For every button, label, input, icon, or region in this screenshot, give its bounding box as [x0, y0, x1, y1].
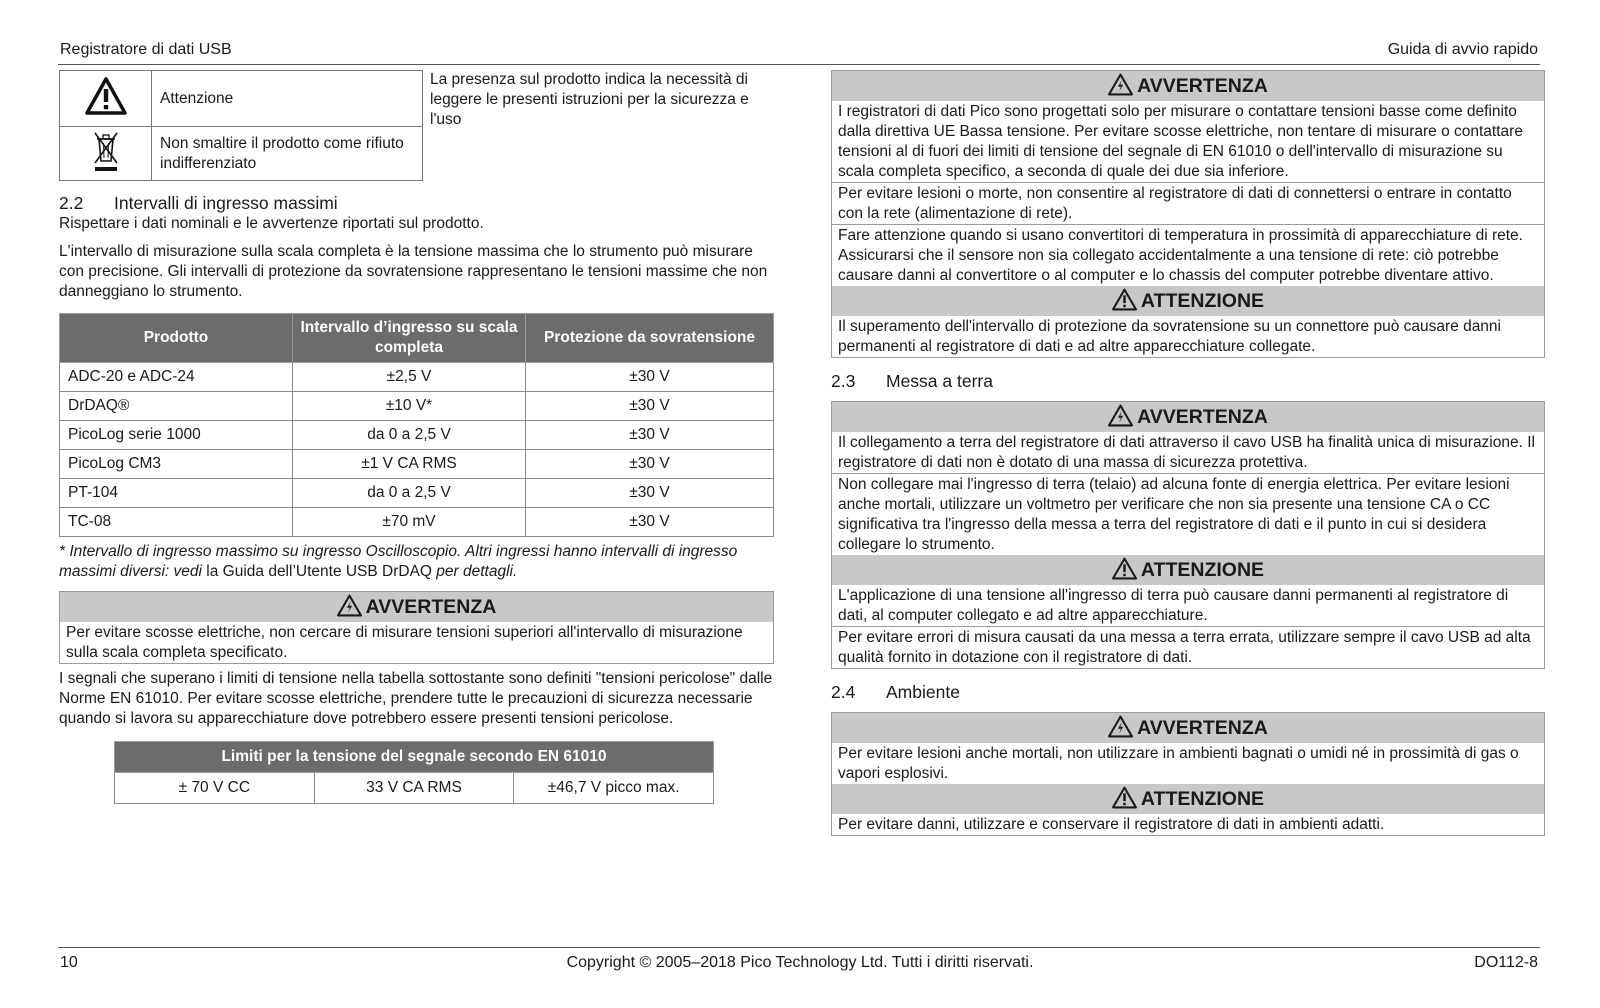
signal-limits-table — [114, 741, 714, 804]
paragraph: Rispettare i dati nominali e le avvertenze riportati sul prodotto. — [59, 215, 484, 232]
symbols-table — [59, 70, 423, 181]
table-cell: ±30 V — [526, 421, 774, 450]
table-row — [115, 773, 714, 804]
table-cell: ±30 V — [526, 450, 774, 479]
left-column — [59, 70, 774, 804]
footer-copyright: Copyright © 2005–2018 Pico Technology Ltd. Tutti i diritti riservati. — [566, 954, 1034, 971]
warning-box — [831, 401, 1545, 669]
table-cell: ADC-20 e ADC-24 — [60, 363, 293, 392]
warning-box — [59, 591, 774, 664]
table-cell: ±10 V* — [293, 392, 526, 421]
warning-text: Non collegare mai l'ingresso di terra (telaio) ad alcuna fonte di energia elettrica. Per evitare lesioni anche mortali, utilizzare un voltmetro per verificare che non sia presente una tensione CA o CC significativa tra l'ingresso della messa a terra del registratore di dati e il punto in cui si desidera collegare lo strumento. — [832, 473, 1544, 555]
symbols-section — [59, 70, 774, 184]
table-cell: ±1 V CA RMS — [293, 450, 526, 479]
warning-text: Per evitare scosse elettriche, non cercare di misurare tensioni superiori all'intervallo di misurazione sulla scala completa specificato. — [66, 624, 743, 661]
caution-text: Per evitare errori di misura causati da una messa a terra errata, utilizzare sempre il cavo USB ad alta qualità fornito in dotazione con il registratore di dati. — [832, 626, 1544, 668]
table-row — [60, 479, 774, 508]
caution-heading: ATTENZIONE — [832, 784, 1544, 814]
table-header: Intervallo d’ingresso su scala completa — [293, 314, 526, 363]
warning-triangle-icon — [60, 71, 152, 127]
table-cell: ±46,7 V picco max. — [514, 773, 714, 804]
section-heading-2-4: 2.4 Ambiente — [831, 682, 960, 702]
warning-text: Il collegamento a terra del registratore di dati attraverso il cavo USB ha finalità unica di misurazione. Il registratore di dati non è dotato di una massa di sicurezza protettiva. — [838, 434, 1535, 471]
input-ranges-table — [59, 313, 774, 537]
caution-exclamation-icon — [1112, 557, 1137, 580]
table-header: Limiti per la tensione del segnale secondo EN 61010 — [115, 742, 714, 773]
table-cell: ±30 V — [526, 392, 774, 421]
page-number: 10 — [60, 954, 78, 971]
table-row — [60, 450, 774, 479]
table-cell: 33 V CA RMS — [314, 773, 514, 804]
table-header: Protezione da sovratensione — [526, 314, 774, 363]
symbol-label: Attenzione — [152, 71, 423, 127]
caution-heading: ATTENZIONE — [832, 286, 1544, 316]
footer-divider — [58, 947, 1540, 948]
warning-text: Fare attenzione quando si usano convertitori di temperatura in prossimità di apparecchiature di rete. Assicurarsi che il sensore non sia collegato accidentalmente a una tensione di rete: ciò potrebbe causare danni al convertitore o al computer e lo chassis del computer potrebbe diventare attivo. — [832, 224, 1544, 286]
caution-exclamation-icon — [1112, 288, 1137, 311]
table-row — [60, 363, 774, 392]
table-cell: TC-08 — [60, 508, 293, 537]
section-heading-2-2: 2.2 Intervalli di ingresso massimi — [59, 193, 338, 213]
header-divider — [58, 64, 1540, 65]
warning-heading: AVVERTENZA — [832, 402, 1544, 432]
symbol-label: Non smaltire il prodotto come rifiuto indifferenziato — [152, 127, 423, 181]
warning-box — [831, 712, 1545, 836]
table-header: Prodotto — [60, 314, 293, 363]
caution-heading: ATTENZIONE — [832, 555, 1544, 585]
table-cell: ±30 V — [526, 508, 774, 537]
warning-bolt-icon — [1108, 404, 1133, 427]
table-cell: ±70 mV — [293, 508, 526, 537]
caution-text: Per evitare danni, utilizzare e conservare il registratore di dati in ambienti adatti. — [838, 816, 1385, 833]
right-column — [831, 70, 1545, 836]
table-row — [60, 392, 774, 421]
header-left: Registratore di dati USB — [60, 41, 232, 58]
caution-exclamation-icon — [1112, 786, 1137, 809]
table-cell: PT-104 — [60, 479, 293, 508]
section-heading-2-3: 2.3 Messa a terra — [831, 371, 993, 391]
table-cell: ±2,5 V — [293, 363, 526, 392]
warning-bolt-icon — [1108, 715, 1133, 738]
table-footnote: * Intervallo di ingresso massimo su ingresso Oscilloscopio. Altri ingressi hanno intervalli di ingresso massimi diversi: vedi la Guida dell’Utente USB DrDAQ per dettagli. — [59, 543, 738, 580]
table-row — [60, 421, 774, 450]
caution-text: Il superamento dell'intervallo di protezione da sovratensione su un connettore può causare danni permanenti al registratore di dati e ad altre apparecchiature collegate. — [838, 318, 1501, 355]
caution-text: L'applicazione di una tensione all'ingresso di terra può causare danni permanenti al registratore di dati, al computer collegato e ad altre apparecchiature. — [838, 587, 1509, 624]
warning-heading: AVVERTENZA — [60, 592, 773, 622]
warning-text: Per evitare lesioni anche mortali, non utilizzare in ambienti bagnati o umidi né in prossimità di gas o vapori esplosivi. — [838, 745, 1519, 782]
table-cell: PicoLog serie 1000 — [60, 421, 293, 450]
paragraph: L'intervallo di misurazione sulla scala completa è la tensione massima che lo strumento può misurare con precisione. Gli intervalli di protezione da sovratensione rappresentano le tensioni massime che non danneggiano lo strumento. — [59, 243, 768, 300]
symbol-description: La presenza sul prodotto indica la necessità di leggere le presenti istruzioni per la sicurezza e l'uso — [430, 71, 749, 128]
document-id: DO112-8 — [1474, 954, 1538, 971]
warning-bolt-icon — [1108, 73, 1133, 96]
table-cell: ±30 V — [526, 479, 774, 508]
warning-text: Per evitare lesioni o morte, non consentire al registratore di dati di connettersi o entrare in contatto con la rete (alimentazione di rete). — [832, 182, 1544, 224]
table-row — [60, 508, 774, 537]
warning-bolt-icon — [337, 594, 362, 617]
table-cell: ± 70 V CC — [115, 773, 315, 804]
crossed-bin-icon — [60, 127, 152, 181]
warning-box — [831, 70, 1545, 358]
warning-heading: AVVERTENZA — [832, 713, 1544, 743]
header-right: Guida di avvio rapido — [1387, 41, 1538, 58]
warning-text: I registratori di dati Pico sono progettati solo per misurare o contattare tensioni basse come definito dalla direttiva UE Bassa tensione. Per evitare scosse elettriche, non tentare di misurare o contattare tensioni al di fuori dei limiti di tensione del segnale di EN 61010 o dell'intervallo di misurazione su scala completa specifico, a seconda di quale dei due sia inferiore. — [838, 103, 1523, 180]
paragraph: I segnali che superano i limiti di tensione nella tabella sottostante sono definiti "tensioni pericolose" dalle Norme EN 61010. Per evitare scosse elettriche, prendere tutte le precauzioni di sicurezza necessarie quando si lavora su apparecchiature dove potrebbero essere presenti tensioni pericolose. — [59, 670, 773, 727]
table-cell: da 0 a 2,5 V — [293, 479, 526, 508]
table-cell: ±30 V — [526, 363, 774, 392]
table-cell: PicoLog CM3 — [60, 450, 293, 479]
table-cell: da 0 a 2,5 V — [293, 421, 526, 450]
table-cell: DrDAQ® — [60, 392, 293, 421]
warning-heading: AVVERTENZA — [832, 71, 1544, 101]
